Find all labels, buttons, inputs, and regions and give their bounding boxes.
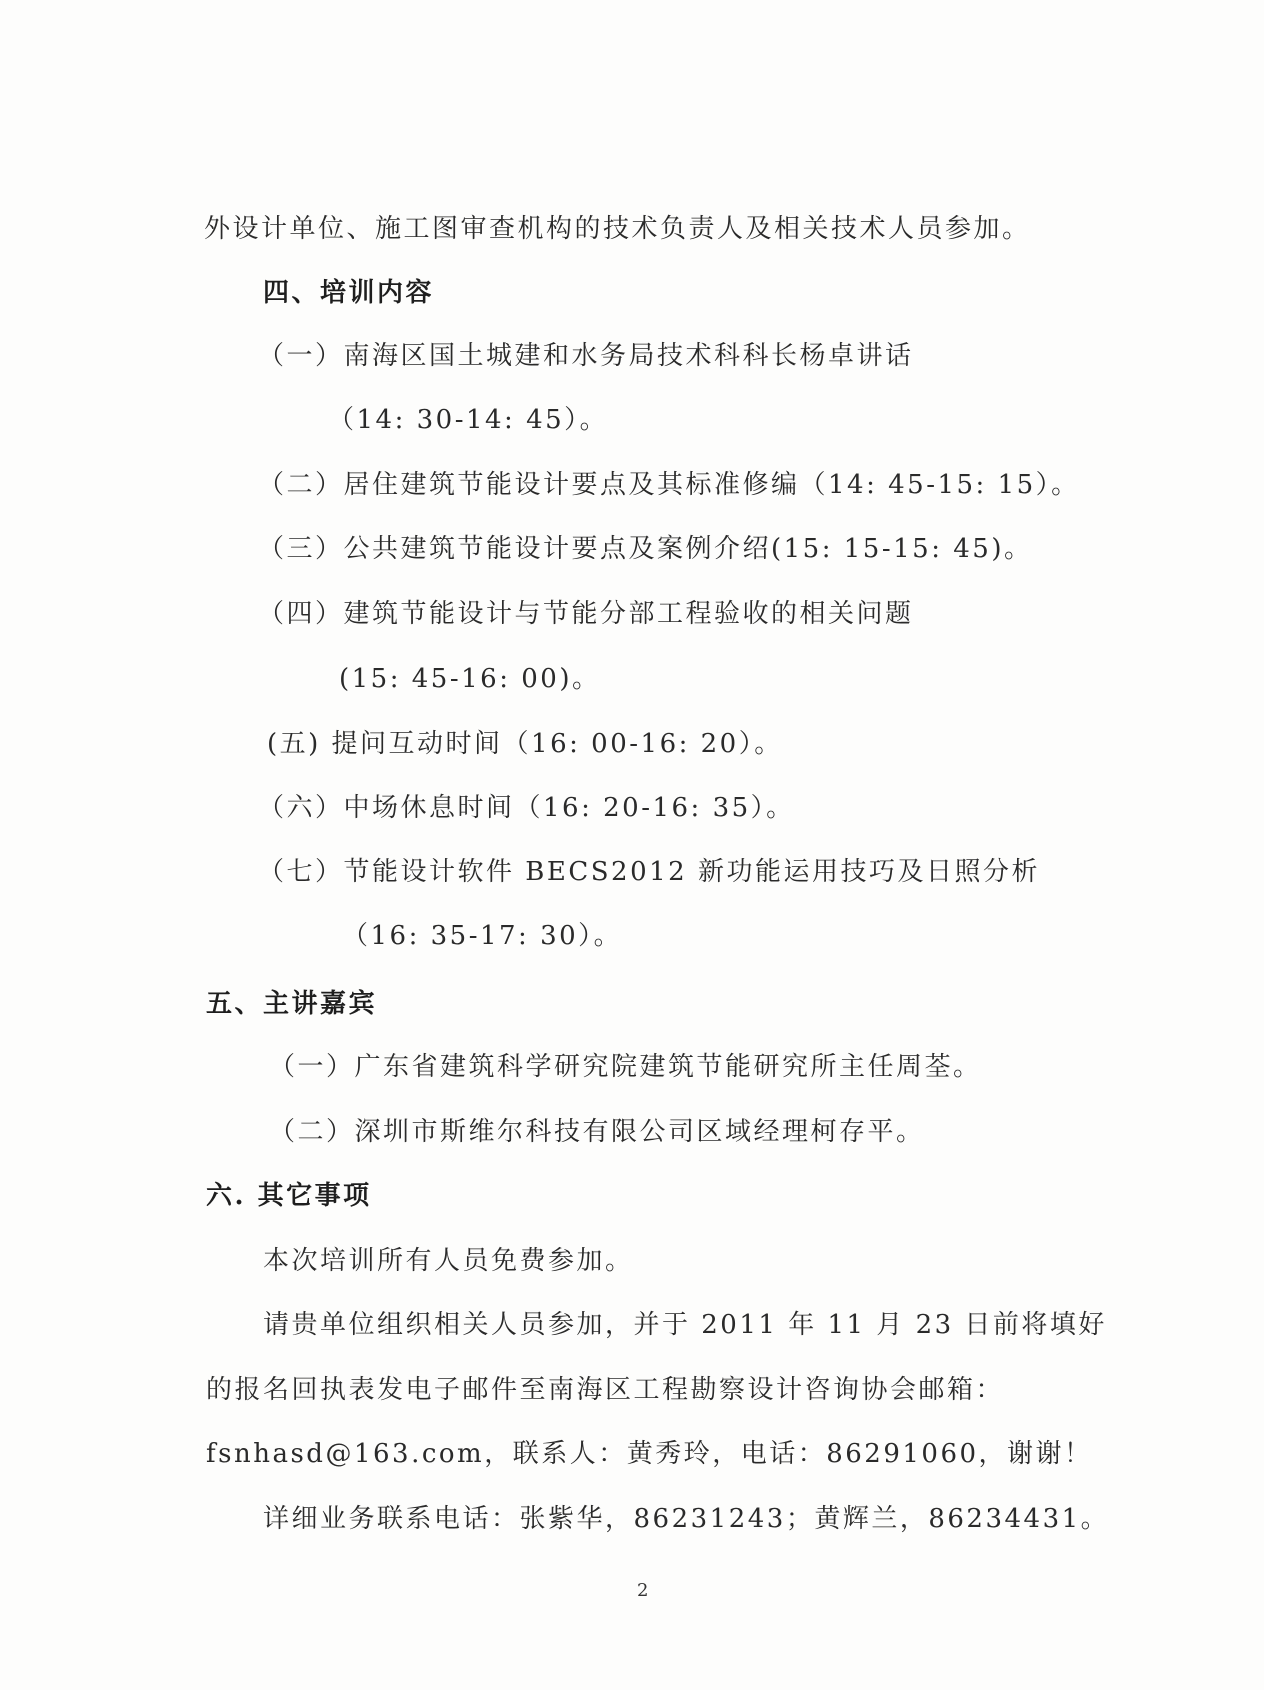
page-number: 2 — [637, 1580, 649, 1601]
section-5-item-1: （一）广东省建筑科学研究院建筑节能研究所主任周荃。 — [269, 1052, 982, 1082]
section-4-heading: 四、培训内容 — [263, 278, 435, 308]
section-4-item-5: (五) 提问互动时间（16: 00-16: 20）。 — [267, 729, 783, 759]
section-6-paragraph-2-line-1: 请贵单位组织相关人员参加，并于 2011 年 11 月 23 日前将填好 — [263, 1310, 1107, 1340]
section-4-item-1-time: （14: 30-14: 45）。 — [328, 405, 609, 435]
section-6-heading: 六. 其它事项 — [206, 1181, 372, 1211]
section-4-item-6: （六）中场休息时间（16: 20-16: 35）。 — [258, 793, 795, 823]
section-4-item-7-time: （16: 35-17: 30）。 — [342, 921, 623, 951]
section-4-item-4-time: (15: 45-16: 00)。 — [339, 664, 601, 694]
section-6-paragraph-2-line-2: 的报名回执表发电子邮件至南海区工程勘察设计咨询协会邮箱： — [206, 1375, 1005, 1405]
section-4-item-3: （三）公共建筑节能设计要点及案例介绍(15: 15-15: 45)。 — [258, 534, 1033, 564]
section-6-paragraph-1: 本次培训所有人员免费参加。 — [263, 1246, 634, 1276]
intro-continuation: 外设计单位、施工图审查机构的技术负责人及相关技术人员参加。 — [204, 214, 1031, 244]
section-4-item-2: （二）居住建筑节能设计要点及其标准修编（14: 45-15: 15）。 — [258, 470, 1080, 500]
section-4-item-4: （四）建筑节能设计与节能分部工程验收的相关问题 — [258, 599, 914, 629]
section-4-item-7: （七）节能设计软件 BECS2012 新功能运用技巧及日照分析 — [258, 857, 1040, 887]
section-5-item-2: （二）深圳市斯维尔科技有限公司区域经理柯存平。 — [269, 1117, 925, 1147]
section-6-paragraph-3: 详细业务联系电话：张紫华，86231243；黄辉兰，86234431。 — [263, 1504, 1110, 1534]
section-4-item-1: （一）南海区国土城建和水务局技术科科长杨卓讲话 — [258, 341, 914, 371]
section-5-heading: 五、主讲嘉宾 — [206, 989, 378, 1019]
section-6-paragraph-2-line-3: fsnhasd@163.com，联系人：黄秀玲，电话：86291060，谢谢！ — [206, 1439, 1093, 1469]
